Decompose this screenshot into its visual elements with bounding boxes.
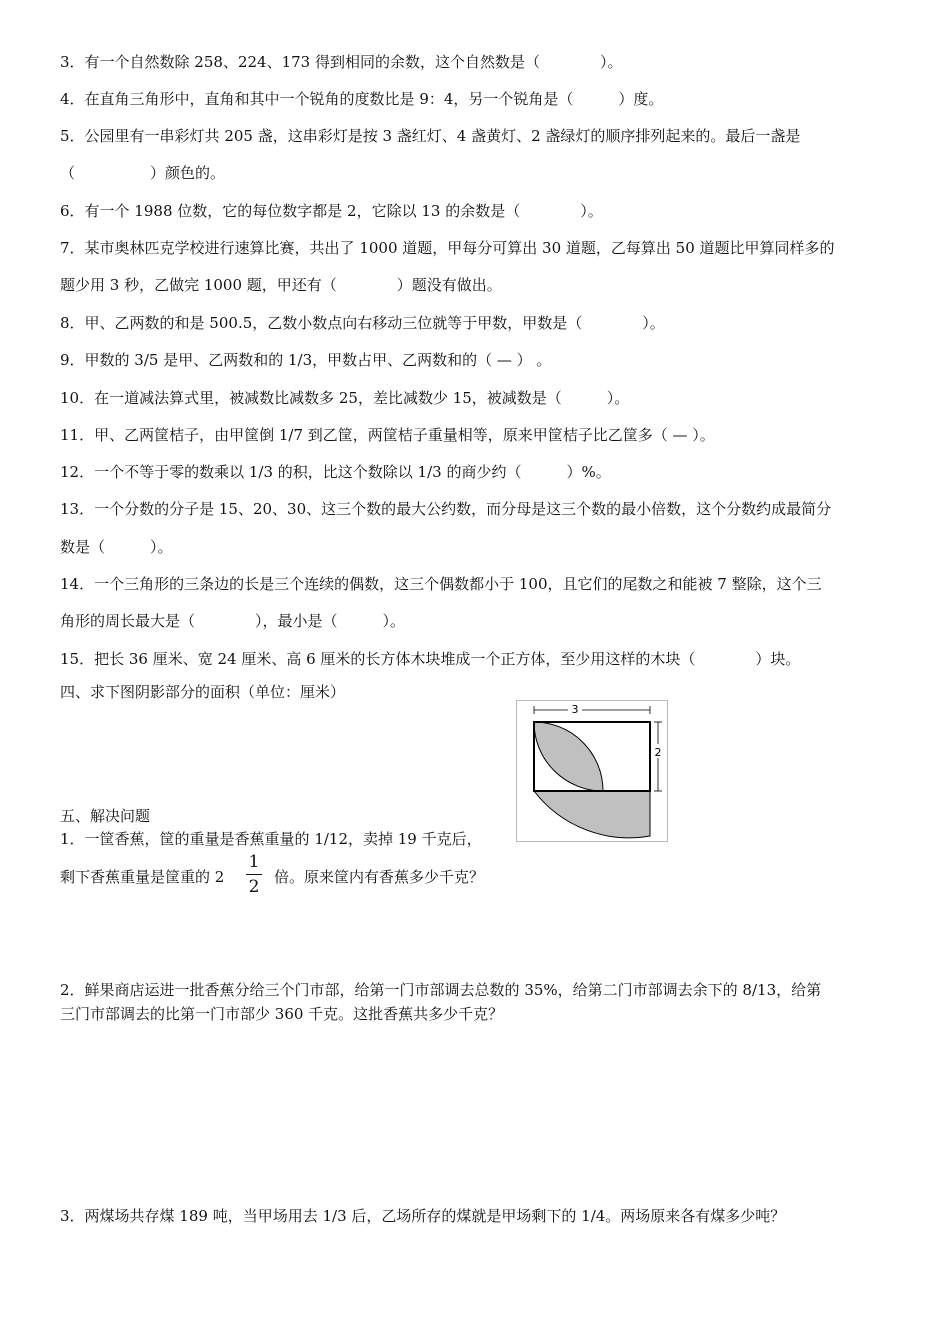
question-7-continued: 题少用 3 秒，乙做完 1000 题，甲还有（ ）题没有做出。 [60, 276, 502, 294]
problem-2-line-1: 2．鲜果商店运进一批香蕉分给三个门市部，给第一门市部调去总数的 35%，给第二门市部调去余下的 8/13，给第 [60, 981, 822, 999]
section5-title: 五、解决问题 [60, 807, 151, 825]
problem-1-line-1: 1．一筐香蕉，筐的重量是香蕉重量的 1/12，卖掉 19 千克后， [60, 830, 482, 848]
question-6: 6．有一个 1988 位数，它的每位数字都是 2，它除以 13 的余数是（ ）。 [60, 202, 603, 220]
section4-title: 四、求下图阴影部分的面积（单位：厘米） [60, 683, 346, 701]
question-3: 3．有一个自然数除 258、224、173 得到相同的余数，这个自然数是（ ）。 [60, 53, 623, 71]
question-14: 14．一个三角形的三条边的长是三个连续的偶数，这三个偶数都小于 100，且它们的尾数之和能被 7 整除，这个三 [60, 575, 822, 593]
problem-1-line-2 [60, 867, 224, 887]
question-14-continued: 角形的周长最大是（ ），最小是（ ）。 [60, 612, 406, 630]
fraction-bar [246, 874, 262, 875]
question-8: 8．甲、乙两数的和是 500.5，乙数小数点向右移动三位就等于甲数，甲数是（ ）。 [60, 314, 665, 332]
question-13: 13．一个分数的分子是 15、20、30、这三个数的最大公约数，而分母是这三个数的最小倍数，这个分数约成最简分 [60, 500, 832, 518]
question-4: 4．在直角三角形中，直角和其中一个锐角的度数比是 9：4，另一个锐角是（ ）度。 [60, 90, 664, 108]
mixed-number-fraction [244, 852, 264, 897]
question-5: 5．公园里有一串彩灯共 205 盏，这串彩灯是按 3 盏红灯、4 盏黄灯、2 盏绿灯的顺序排列起来的。最后一盏是 [60, 127, 801, 145]
problem-2-line-2: 三门市部调去的比第一门市部少 360 千克。这批香蕉共多少千克？ [60, 1005, 504, 1023]
height-label: 2 [654, 746, 662, 759]
problem-3: 3．两煤场共存煤 189 吨，当甲场用去 1/3 后，乙场所存的煤就是甲场剩下的 1/4。两场原来各有煤多少吨？ [60, 1207, 786, 1225]
question-11: 11．甲、乙两筐桔子，由甲筐倒 1/7 到乙筐，两筐桔子重量相等，原来甲筐桔子比乙筐多（ — ）。 [60, 426, 715, 444]
fraction-numerator: 1 [248, 852, 260, 872]
question-10: 10．在一道减法算式里，被减数比减数多 25，差比减数少 15，被减数是（ ）。 [60, 389, 630, 407]
question-12: 12．一个不等于零的数乘以 1/3 的积，比这个数除以 1/3 的商少约（ ）%。 [60, 463, 611, 481]
fraction-denominator: 2 [248, 877, 260, 897]
problem-1-text-after-fraction: 倍。原来筐内有香蕉多少千克？ [274, 868, 485, 886]
question-13-continued: 数是（ ）。 [60, 538, 173, 556]
question-7: 7．某市奥林匹克学校进行速算比赛，共出了 1000 道题，甲每分可算出 30 道题，乙每算出 50 道题比甲算同样多的 [60, 239, 835, 257]
question-15: 15．把长 36 厘米、宽 24 厘米、高 6 厘米的长方体木块堆成一个正方体，至少用这样的木块（ ）块。 [60, 650, 801, 668]
problem-1-text-before-fraction: 剩下香蕉重量是筐重的 2 [60, 868, 225, 886]
question-5-continued: （ ）颜色的。 [60, 164, 226, 182]
width-label: 3 [571, 703, 579, 716]
shaded-area-figure [516, 700, 668, 842]
question-9: 9．甲数的 3/5 是甲、乙两数和的 1/3，甲数占甲、乙两数和的（ — ） 。 [60, 351, 552, 369]
